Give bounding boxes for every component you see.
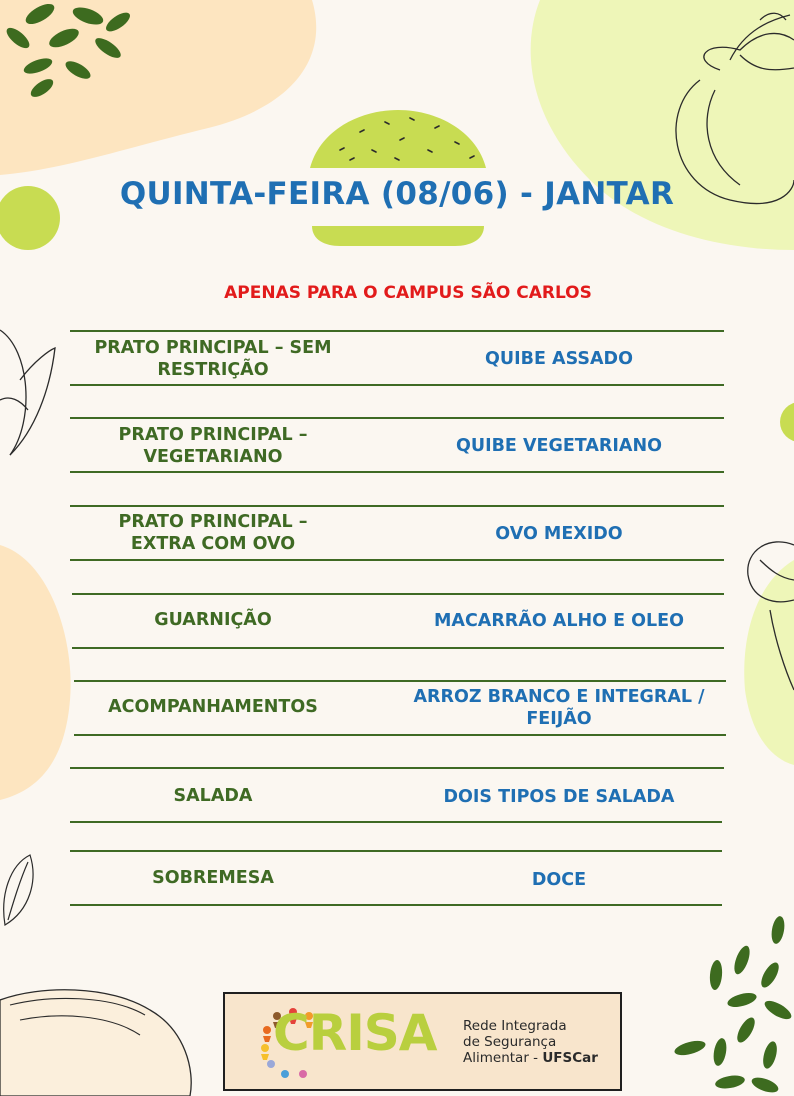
logo-tagline xyxy=(463,1018,613,1066)
menu-item-value xyxy=(400,348,718,370)
divider xyxy=(70,471,724,473)
divider xyxy=(70,417,724,419)
menu-item-value-line: MACARRÃO ALHO E OLEO xyxy=(433,611,685,631)
menu-item-label-line: PRATO PRINCIPAL – xyxy=(118,512,308,532)
divider xyxy=(70,904,722,906)
menu-item-value xyxy=(400,786,718,808)
menu-item-value-line: DOCE xyxy=(531,870,587,890)
divider xyxy=(70,559,724,561)
page-title: QUINTA-FEIRA (08/06) - JANTAR xyxy=(119,176,675,212)
divider xyxy=(74,734,726,736)
menu-item-value-line: DOIS TIPOS DE SALADA xyxy=(443,787,675,807)
menu-item-label xyxy=(80,867,346,889)
menu-item-label-line: PRATO PRINCIPAL – xyxy=(118,425,308,445)
crisa-logo xyxy=(223,992,622,1091)
menu-item-label-line: RESTRIÇÃO xyxy=(157,360,269,380)
menu-item-label xyxy=(80,696,346,718)
menu-item-label xyxy=(80,609,346,631)
campus-notice: APENAS PARA O CAMPUS SÃO CARLOS xyxy=(224,283,592,303)
divider xyxy=(70,821,722,823)
logo-tagline-ufscar: UFSCar xyxy=(542,1050,598,1066)
menu-item-value xyxy=(400,610,718,632)
menu-item-value xyxy=(400,435,718,457)
menu-item-value-line: ARROZ BRANCO E INTEGRAL / xyxy=(413,687,705,707)
divider xyxy=(70,330,724,332)
divider xyxy=(70,850,722,852)
menu-item-label-line: ACOMPANHAMENTOS xyxy=(108,697,318,717)
divider xyxy=(72,647,724,649)
logo-tagline-prefix: Alimentar - xyxy=(463,1050,543,1066)
menu-item-label xyxy=(80,511,346,555)
logo-tagline-line xyxy=(463,1050,613,1066)
menu-item-value-line: OVO MEXIDO xyxy=(495,524,623,544)
menu-item-label-line: GUARNIÇÃO xyxy=(154,610,272,630)
logo-tagline-line: Rede Integrada xyxy=(463,1018,567,1034)
menu-item-value-line: QUIBE ASSADO xyxy=(485,349,633,369)
menu-item-value-line: FEIJÃO xyxy=(526,709,592,729)
menu-item-label-line: EXTRA COM OVO xyxy=(130,534,296,554)
menu-item-label-line: PRATO PRINCIPAL – SEM xyxy=(94,338,332,358)
menu-item-label xyxy=(80,337,346,381)
menu-item-label xyxy=(80,785,346,807)
divider xyxy=(74,680,726,682)
menu-item-value xyxy=(400,869,718,891)
menu-item-label-line: VEGETARIANO xyxy=(143,447,283,467)
menu-item-label-line: SOBREMESA xyxy=(152,868,274,888)
menu-item-label xyxy=(80,424,346,468)
divider xyxy=(72,593,724,595)
logo-wordmark: CRISA xyxy=(273,1004,437,1062)
menu-item-value-line: QUIBE VEGETARIANO xyxy=(456,436,662,456)
menu-item-label-line: SALADA xyxy=(173,786,253,806)
menu-item-value xyxy=(400,686,718,730)
menu-item-value xyxy=(400,523,718,545)
divider xyxy=(70,767,724,769)
divider xyxy=(70,384,724,386)
divider xyxy=(70,505,724,507)
logo-tagline-line: de Segurança xyxy=(463,1034,557,1050)
